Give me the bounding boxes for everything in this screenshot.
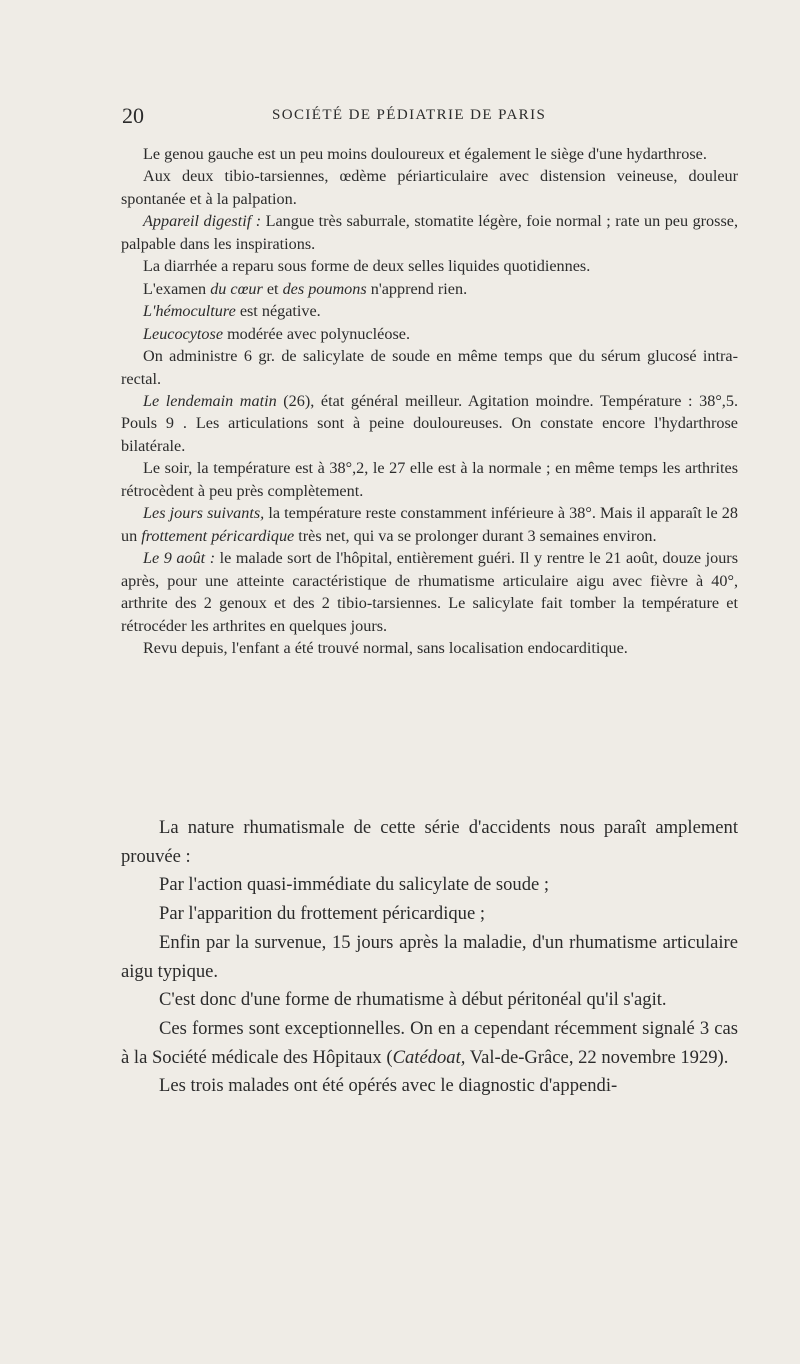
paragraph: Revu depuis, l'enfant a été trouvé normal, sans localisation endocarditique. [143, 638, 628, 657]
paragraph: On administre 6 gr. de salicylate de soude en même temps que du sérum glucosé intra-rectal. [121, 347, 738, 388]
paragraph: Les jours suivants, la température reste constamment inférieure à 38°. Mais il apparaît le 28 un frottement péricardique très net, qui va se prolonger durant 3 semaines environ. [121, 504, 738, 545]
paragraph: Leucocytose modérée avec polynucléose. [143, 324, 410, 343]
paragraph: Le soir, la température est à 38°,2, le 27 elle est à la normale ; en même temps les arthrites rétrocèdent à peu près complètement. [121, 459, 738, 500]
page-number: 20 [122, 103, 144, 128]
paragraph: La nature rhumatismale de cette série d'accidents nous paraît amplement prouvée : [121, 817, 738, 867]
paragraph: Par l'action quasi-immédiate du salicylate de soude ; [159, 874, 550, 896]
paragraph: Appareil digestif : Langue très saburrale, stomatite légère, foie normal ; rate un peu grosse, palpable dans les inspirations. [121, 212, 738, 253]
page-header [122, 103, 738, 133]
paragraph: Aux deux tibio-tarsiennes, œdème périarticulaire avec distension veineuse, douleur spontanée et à la palpation. [121, 167, 738, 208]
case-report-text [121, 143, 738, 659]
paragraph: Par l'apparition du frottement péricardique ; [159, 903, 486, 925]
paragraph: L'hémoculture est négative. [143, 302, 321, 321]
paragraph: Le 9 août : le malade sort de l'hôpital, entièrement guéri. Il y rentre le 21 août, douze jours après, pour une atteinte caractéristique de rhumatisme articulaire aigu avec fièvre à 40°, arthrite des 2 genoux et des 2 tibio-tarsiennes. Le salicylate fait tomber la température et rétrocéder les arthrites en quelques jours. [121, 549, 738, 635]
running-title: SOCIÉTÉ DE PÉDIATRIE DE PARIS [272, 107, 547, 123]
paragraph: Le genou gauche est un peu moins douloureux et également le siège d'une hydarthrose. [143, 145, 707, 163]
paragraph: Les trois malades ont été opérés avec le diagnostic d'appendi- [159, 1075, 618, 1097]
paragraph: C'est donc d'une forme de rhumatisme à début péritonéal qu'il s'agit. [159, 989, 667, 1011]
paragraph: La diarrhée a reparu sous forme de deux selles liquides quotidiennes. [143, 257, 591, 276]
paragraph: Le lendemain matin (26), état général meilleur. Agitation moindre. Température : 38°,5. Pouls 9 . Les articulations sont à peine douloureuses. On constate encore l'hydarthrose bilatérale. [121, 391, 738, 455]
paragraph: Enfin par la survenue, 15 jours après la maladie, d'un rhumatisme articulaire aigu typique. [121, 931, 738, 982]
discussion-text [121, 814, 738, 1101]
paragraph: L'examen du cœur et des poumons n'apprend rien. [143, 279, 468, 298]
paragraph: Ces formes sont exceptionnelles. On en a cependant récemment signalé 3 cas à la Société médicale des Hôpitaux (Catédoat, Val-de-Grâce, 22 novembre 1929). [121, 1017, 738, 1068]
